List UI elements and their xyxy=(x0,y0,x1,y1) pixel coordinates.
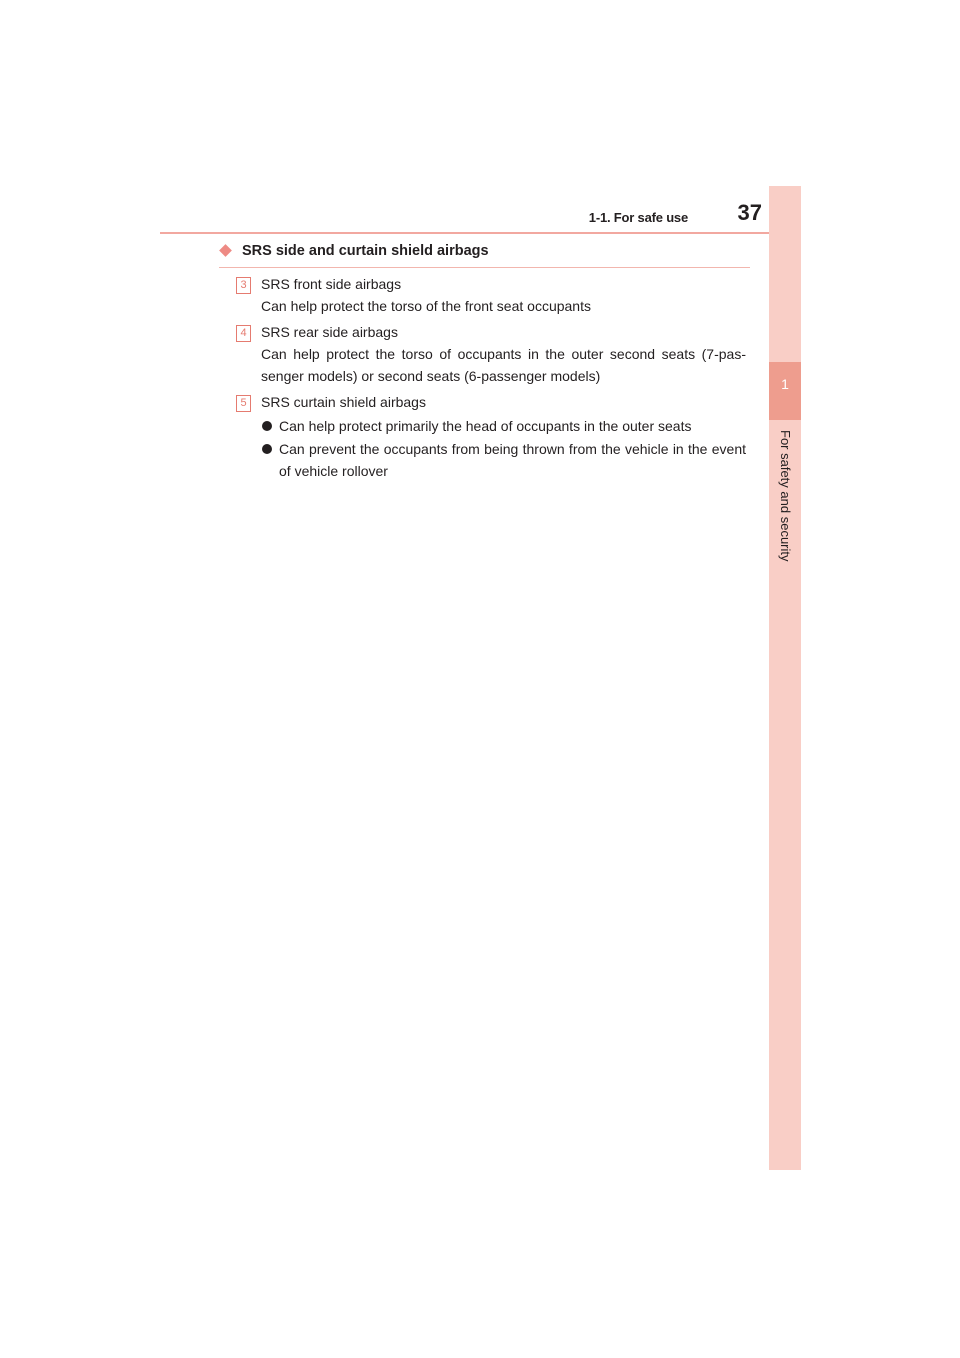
bullet-dot-icon xyxy=(262,444,272,454)
diamond-bullet-icon xyxy=(219,244,232,257)
item-description: Can help protect the torso of the front seat occupants xyxy=(261,298,591,314)
chapter-side-tab xyxy=(769,186,801,1170)
item-title: SRS front side airbags xyxy=(261,276,402,292)
item-number-badge: 4 xyxy=(236,325,251,342)
item-description: Can help protect the torso of occupants in the outer second seats (7-pas- senger models) or second seats (6-passenger models) xyxy=(261,346,746,384)
chapter-number: 1 xyxy=(781,376,789,392)
list-item: Can prevent the occupants from being thrown from the vehicle in the event of vehicle rollover xyxy=(279,441,746,479)
item-number-badge: 5 xyxy=(236,395,251,412)
chapter-number-tab xyxy=(769,362,801,420)
subheading-divider xyxy=(219,267,750,268)
item-number-badge: 3 xyxy=(236,277,251,294)
header-divider xyxy=(160,232,800,234)
page-number: 37 xyxy=(737,200,762,225)
item-title: SRS rear side airbags xyxy=(261,324,398,340)
bullet-dot-icon xyxy=(262,421,272,431)
subheading-title: SRS side and curtain shield airbags xyxy=(242,243,489,259)
list-item: Can help protect primarily the head of occupants in the outer seats xyxy=(279,418,692,434)
section-title: 1-1. For safe use xyxy=(588,210,688,225)
chapter-title: For safety and security xyxy=(778,430,793,562)
item-title: SRS curtain shield airbags xyxy=(261,394,426,410)
